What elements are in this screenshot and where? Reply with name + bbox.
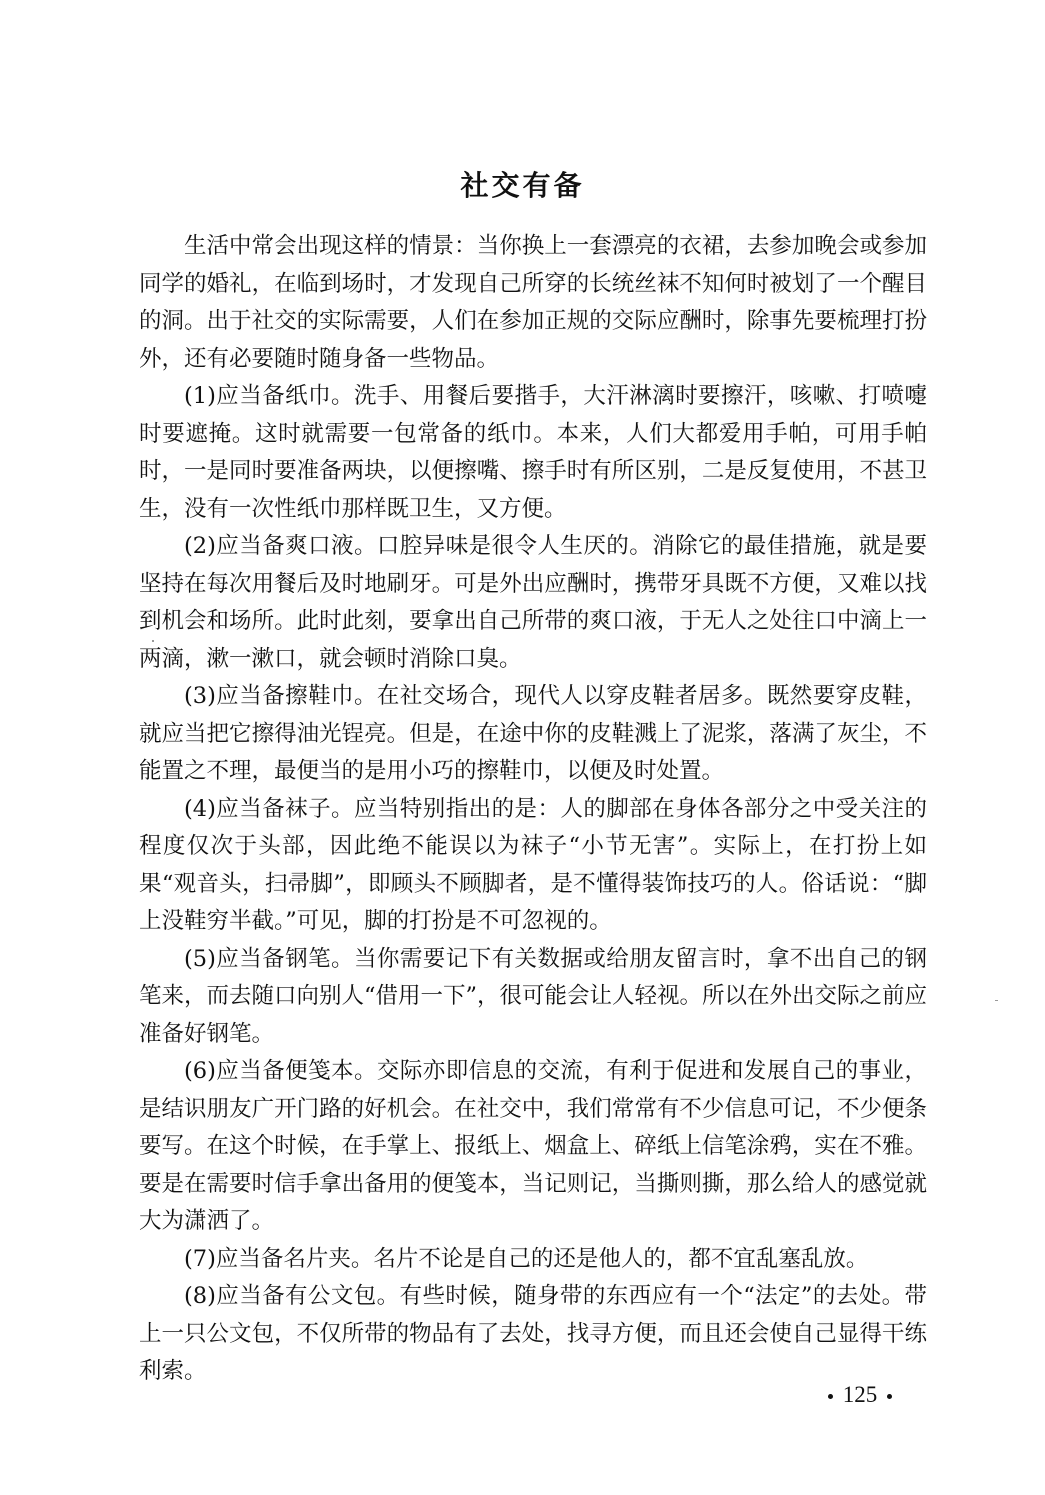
paragraph-item-4: (4)应当备袜子。应当特别指出的是：人的脚部在身体各部分之中受关注的程度仅次于头部，因此绝不能误以为袜子“小节无害”。实际上，在打扮上如果“观音头，扫帚脚”，即顾头不顾脚者，是不懂得装饰技巧的人。俗话说：“脚上没鞋穷半截。”可见，脚的打扮是不可忽视的。 [139,795,927,934]
page-number-text: 125 [842,1382,878,1407]
page-number [800,1380,920,1410]
paragraph-item-7: (7)应当备名片夹。名片不论是自己的还是他人的，都不宜乱塞乱放。 [184,1245,869,1272]
paragraph-item-8: (8)应当备有公文包。有些时候，随身带的东西应有一个“法定”的去处。带上一只公文包，不仅所带的物品有了去处，找寻方便，而且还会使自己显得干练利索。 [139,1283,927,1384]
paragraph-item-5: (5)应当备钢笔。当你需要记下有关数据或给朋友留言时，拿不出自己的钢笔来，而去随口向别人“借用一下”，很可能会让人轻视。所以在外出交际之前应准备好钢笔。 [139,945,928,1047]
article-body [139,228,927,1391]
paragraph-item-3: (3)应当备擦鞋巾。在社交场合，现代人以穿皮鞋者居多。既然要穿皮鞋，就应当把它擦得油光锃亮。但是，在途中你的皮鞋溅上了泥浆，落满了灰尘，不能置之不理，最便当的是用小巧的擦鞋巾，以便及时处置。 [139,683,927,784]
paragraph-item-1: (1)应当备纸巾。洗手、用餐后要揩手，大汗淋漓时要擦汗，咳嗽、打喷嚏时要遮掩。这时就需要一包常备的纸巾。本来，人们大都爱用手帕，可用手帕时，一是同时要准备两块，以便擦嘴、擦手时有所区别，二是反复使用，不甚卫生，没有一次性纸巾那样既卫生，又方便。 [139,383,927,522]
paragraph-intro: 生活中常会出现这样的情景：当你换上一套漂亮的衣裙，去参加晚会或参加同学的婚礼，在临到场时，才发现自己所穿的长统丝袜不知何时被划了一个醒目的洞。出于社交的实际需要，人们在参加正规的交际应酬时，除事先要梳理打扮外，还有必要随时随身备一些物品。 [139,233,927,372]
folio-dot-left [828,1394,833,1399]
paragraph-item-2: (2)应当备爽口液。口腔异味是很令人生厌的。消除它的最佳措施，就是要坚持在每次用餐后及时地刷牙。可是外出应酬时，携带牙具既不方便，又难以找到机会和场所。此时此刻，要拿出自己所带的爽口液，于无人之处往口中滴上一两滴，漱一漱口，就会顿时消除口臭。 [139,533,927,672]
folio-dot-right [887,1394,892,1399]
page-title: 社交有备 [460,169,585,202]
paragraph-item-6: (6)应当备便笺本。交际亦即信息的交流，有利于促进和发展自己的事业，是结识朋友广开门路的好机会。在社交中，我们常常有不少信息可记，不少便条要写。在这个时候，在手掌上、报纸上、烟盒上、碎纸上信笔涂鸦，实在不雅。要是在需要时信手拿出备用的便笺本，当记则记，当撕则撕，那么给人的感觉就大为潇洒了。 [139,1058,927,1234]
scan-mark [995,1000,998,1001]
